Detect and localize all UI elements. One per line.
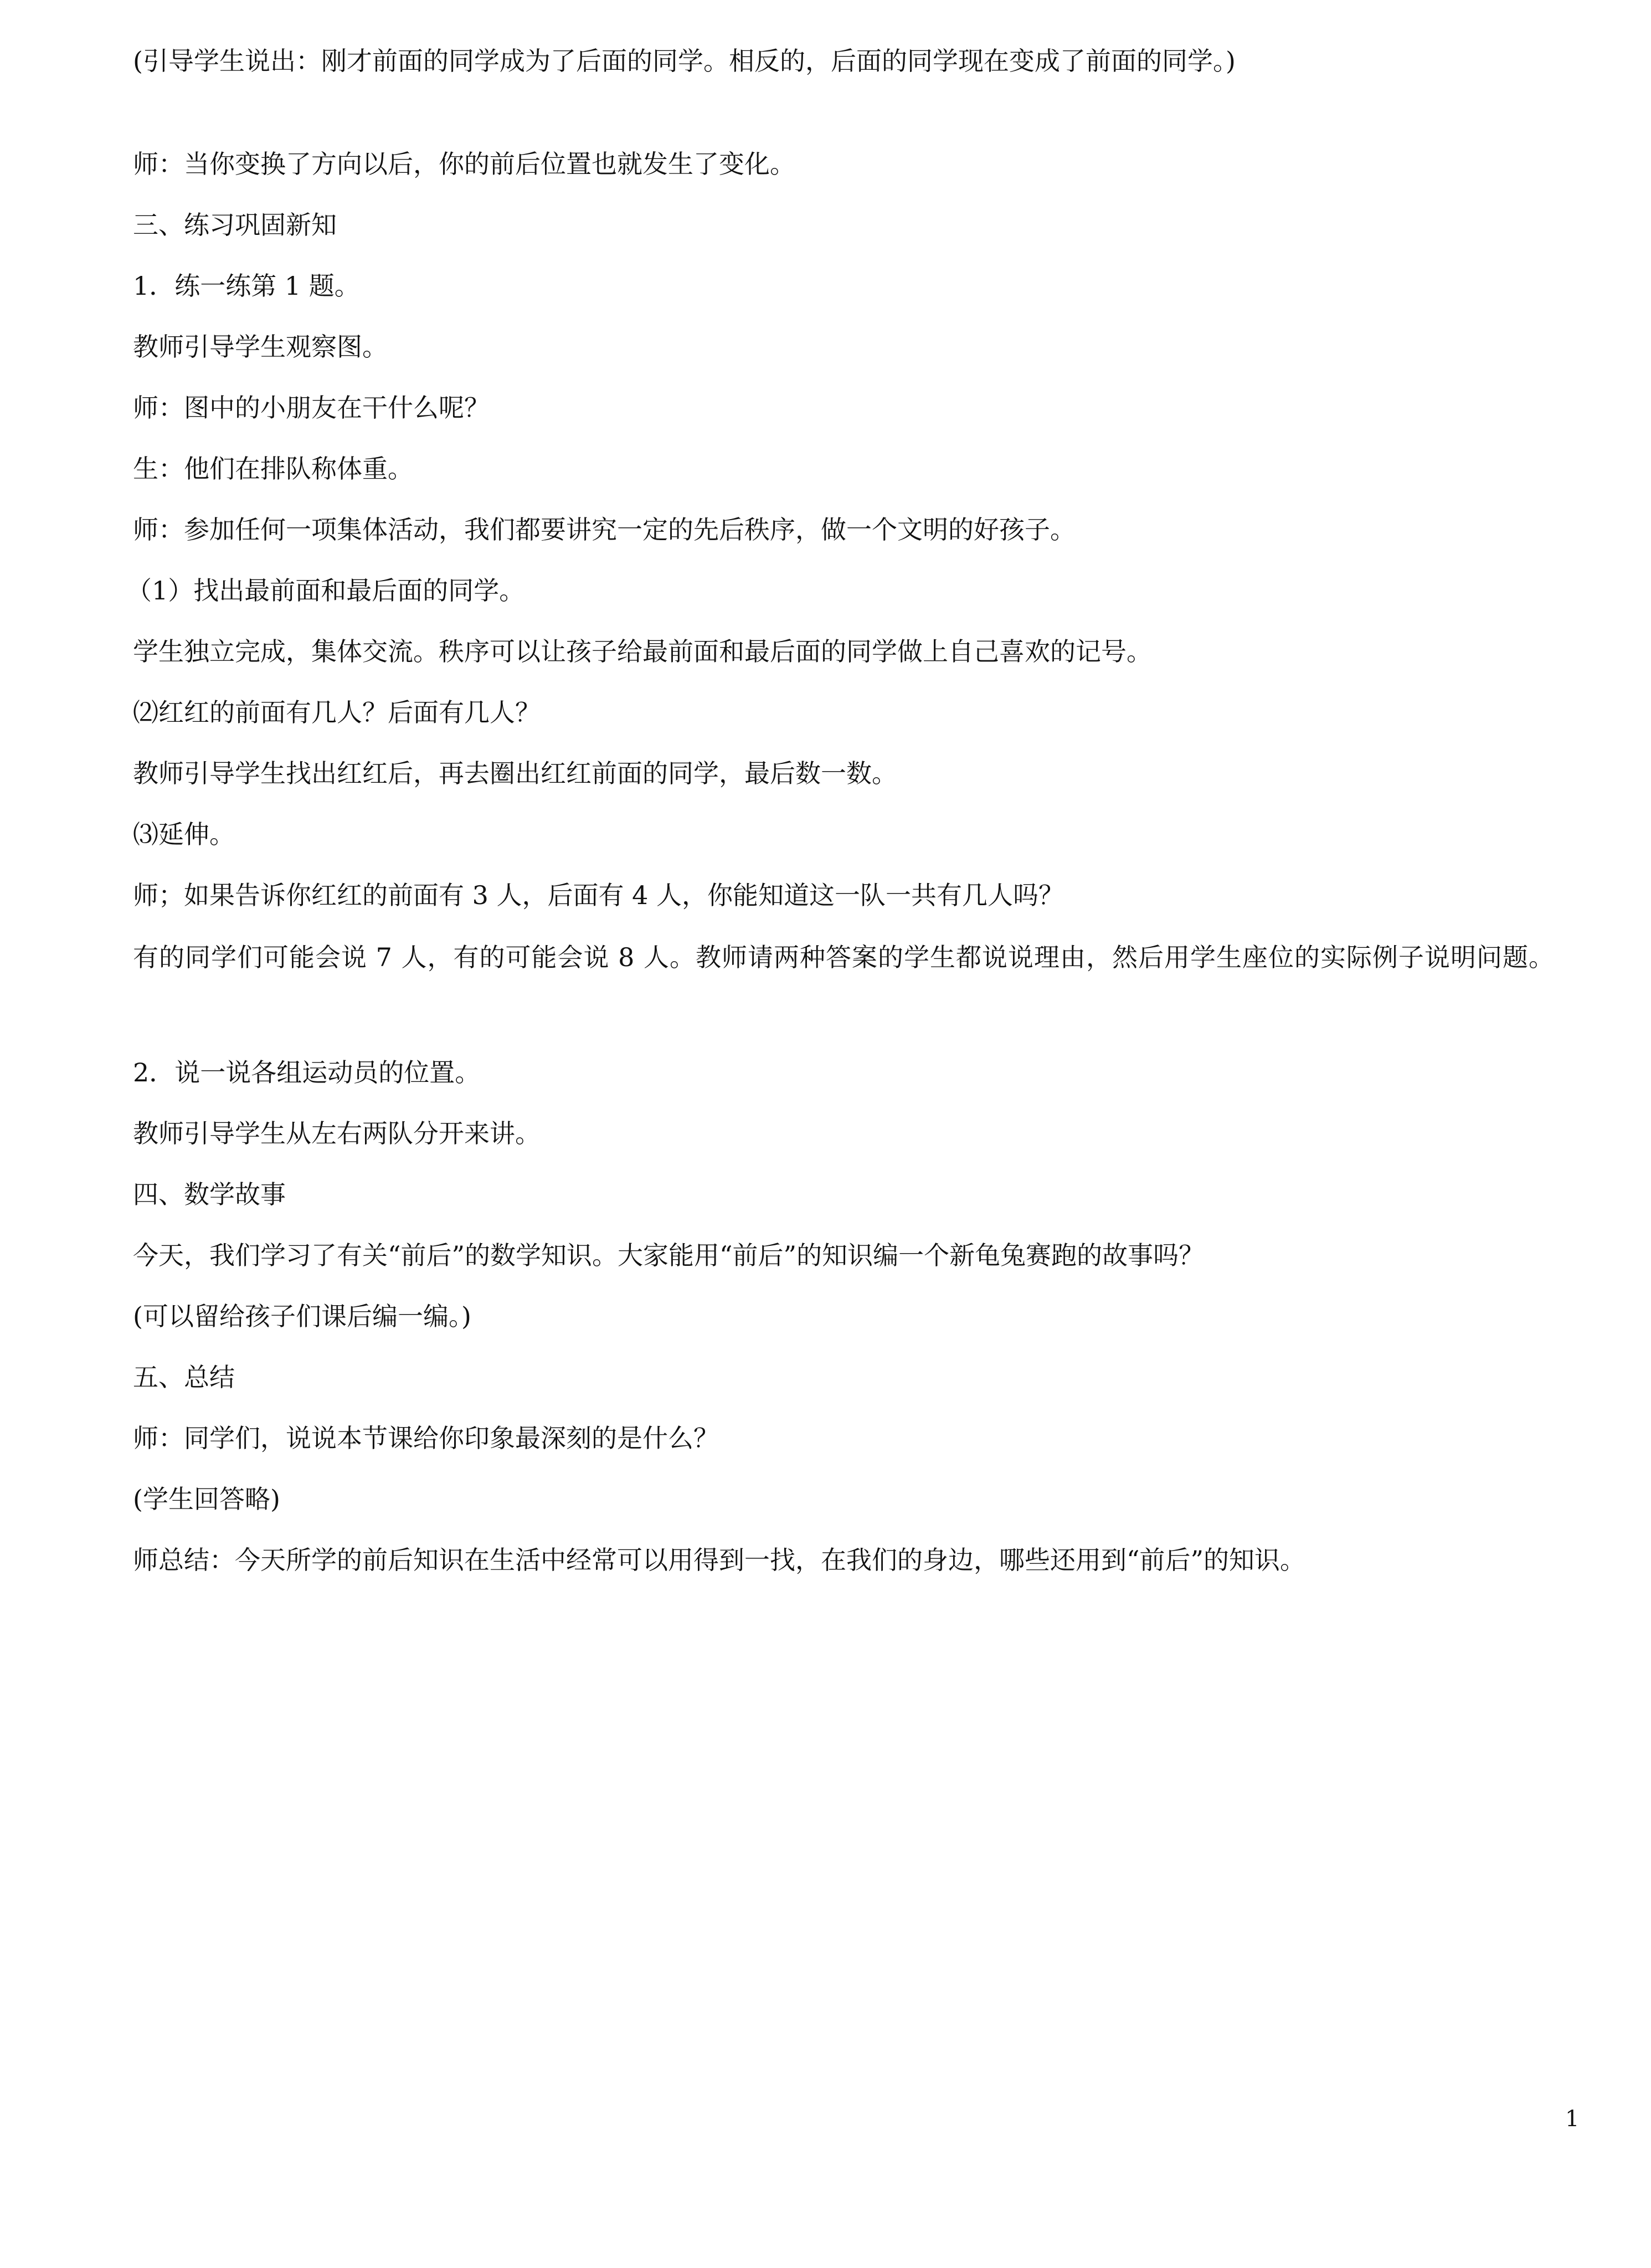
paragraph-16: 2．说一说各组运动员的位置。 bbox=[133, 1058, 481, 1087]
paragraph-19: 今天，我们学习了有关“前后”的数学知识。大家能用“前后”的知识编一个新龟兔赛跑的故事吗？ bbox=[133, 1240, 1205, 1270]
page-number: 1 bbox=[1565, 2106, 1580, 2132]
paragraph-20: (可以留给孩子们课后编一编。) bbox=[133, 1301, 471, 1331]
paragraph-2: 师：当你变换了方向以后，你的前后位置也就发生了变化。 bbox=[133, 149, 795, 179]
section-heading-3: 三、练习巩固新知 bbox=[133, 210, 337, 240]
paragraph-6: 师：图中的小朋友在干什么呢？ bbox=[133, 393, 490, 423]
paragraph-1: (引导学生说出：刚才前面的同学成为了后面的同学。相反的，后面的同学现在变成了前面的同学。) bbox=[133, 46, 1236, 76]
paragraph-12: 教师引导学生找出红红后，再去圈出红红前面的同学，最后数一数。 bbox=[133, 758, 897, 788]
paragraph-8: 师：参加任何一项集体活动，我们都要讲究一定的先后秩序，做一个文明的好孩子。 bbox=[133, 515, 1076, 545]
paragraph-23: (学生回答略) bbox=[133, 1484, 280, 1514]
paragraph-15: 有的同学们可能会说 7 人，有的可能会说 8 人。教师请两种答案的学生都说说理由，然后用学生座位的实际例子说明问题。 bbox=[133, 942, 1555, 972]
paragraph-5: 教师引导学生观察图。 bbox=[133, 332, 388, 362]
paragraph-14: 师；如果告诉你红红的前面有 3 人，后面有 4 人，你能知道这一队一共有几人吗？ bbox=[133, 880, 1064, 910]
paragraph-17: 教师引导学生从左右两队分开来讲。 bbox=[133, 1118, 541, 1148]
paragraph-9: （1）找出最前面和最后面的同学。 bbox=[126, 576, 525, 606]
section-heading-18: 四、数学故事 bbox=[133, 1179, 286, 1209]
section-heading-21: 五、总结 bbox=[133, 1362, 235, 1392]
paragraph-24: 师总结：今天所学的前后知识在生活中经常可以用得到一找，在我们的身边，哪些还用到“前后”的知识。 bbox=[133, 1545, 1306, 1575]
paragraph-22: 师：同学们，说说本节课给你印象最深刻的是什么？ bbox=[133, 1423, 719, 1453]
paragraph-7: 生：他们在排队称体重。 bbox=[133, 454, 413, 484]
paragraph-4: 1．练一练第 1 题。 bbox=[133, 271, 360, 301]
paragraph-13: ⑶延伸。 bbox=[133, 819, 235, 849]
paragraph-10: 学生独立完成，集体交流。秩序可以让孩子给最前面和最后面的同学做上自己喜欢的记号。 bbox=[133, 637, 1152, 666]
paragraph-11: ⑵红红的前面有几人？后面有几人？ bbox=[133, 697, 541, 727]
